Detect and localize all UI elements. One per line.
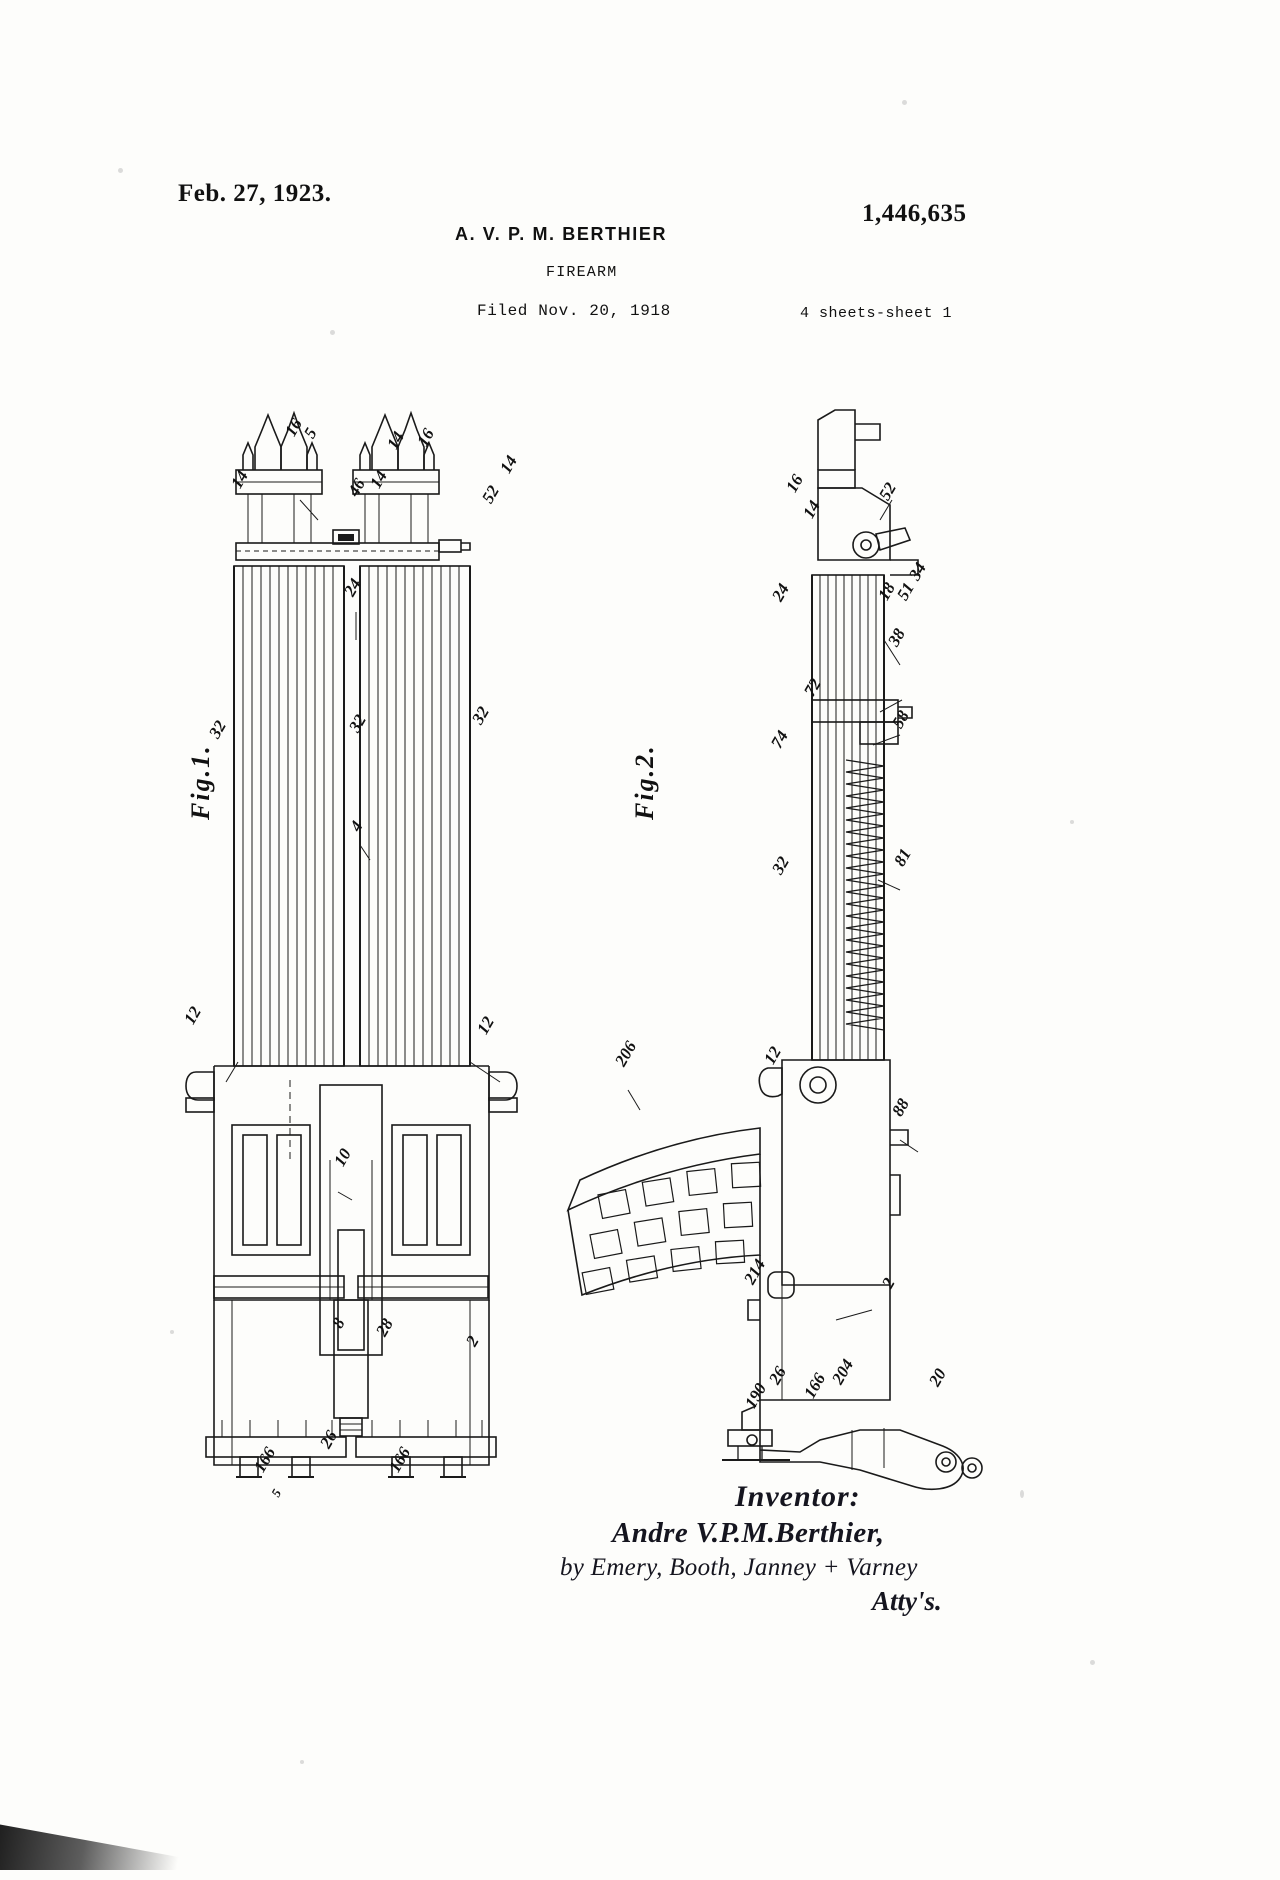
ref-numeral: 26 [316, 1427, 341, 1452]
scan-speck [1090, 1660, 1095, 1665]
patent-title: FIREARM [546, 264, 618, 281]
ref-numeral: 32 [768, 853, 793, 878]
ref-numeral: 34 [905, 559, 930, 584]
scan-speck [170, 1330, 174, 1334]
scan-artifact [0, 1800, 250, 1870]
ref-numeral: 16 [281, 415, 306, 440]
ref-numeral: 32 [205, 717, 230, 742]
ref-numeral: 52 [875, 479, 900, 504]
ref-numeral: 8 [328, 1314, 349, 1332]
ref-numeral: 12 [473, 1013, 498, 1038]
ref-numeral: 2 [462, 1332, 483, 1350]
ref-numeral: 10 [330, 1145, 355, 1170]
patent-date: Feb. 27, 1923. [178, 180, 332, 207]
attorneys-label: Atty's. [872, 1586, 942, 1616]
ref-numeral: 24 [768, 580, 793, 605]
ref-numeral: 14 [227, 467, 252, 492]
scan-speck [330, 330, 335, 335]
ref-numeral: 4 [346, 817, 367, 835]
ref-numeral: 5 [268, 1486, 285, 1500]
ref-numeral: 190 [741, 1379, 771, 1412]
ref-numeral: 204 [828, 1355, 858, 1388]
ref-numeral: 28 [372, 1315, 397, 1340]
scan-speck [1070, 820, 1074, 824]
scan-speck [118, 168, 123, 173]
figure-1-label: Fig.1. [186, 744, 215, 820]
ref-numeral: 16 [782, 471, 807, 496]
ref-numeral: 38 [884, 625, 909, 650]
ref-numeral: 32 [345, 711, 370, 736]
ref-numeral: 5 [300, 424, 321, 442]
ref-numeral: 166 [800, 1369, 830, 1402]
inventor-name-header: A. V. P. M. BERTHIER [455, 224, 668, 244]
ref-numeral: 206 [611, 1037, 641, 1070]
ref-numeral: 72 [800, 675, 825, 700]
ref-numeral: 20 [925, 1365, 950, 1390]
ref-numeral: 166 [385, 1443, 415, 1476]
ref-numeral: 32 [468, 703, 493, 728]
scan-speck [300, 1760, 304, 1764]
ref-numeral: 51 [893, 579, 918, 604]
sheet-count: 4 sheets-sheet 1 [800, 305, 953, 322]
figure-2-label: Fig.2. [630, 744, 659, 820]
ref-numeral: 2 [878, 1274, 899, 1292]
ref-numeral: 214 [740, 1255, 770, 1288]
attorney-firm: by Emery, Booth, Janney + Varney [560, 1554, 918, 1581]
ref-numeral: 14 [366, 467, 391, 492]
scan-speck [902, 100, 907, 105]
ref-numeral: 26 [765, 1363, 790, 1388]
ref-numeral: 14 [799, 497, 824, 522]
filing-date: Filed Nov. 20, 1918 [477, 302, 671, 320]
ref-numeral: 58 [888, 707, 913, 732]
ref-numeral: 12 [180, 1003, 205, 1028]
ref-numeral: 52 [478, 482, 503, 507]
patent-number: 1,446,635 [862, 200, 967, 227]
ref-numeral: 16 [413, 425, 438, 450]
ref-numeral: 12 [760, 1043, 785, 1068]
ref-numeral: 18 [874, 579, 899, 604]
ref-numeral: 46 [344, 475, 369, 500]
inventor-signature-name: Andre V.P.M.Berthier, [612, 1517, 885, 1549]
ref-numeral: 14 [496, 452, 521, 477]
scan-speck [1020, 1490, 1024, 1498]
ref-numeral: 24 [340, 575, 365, 600]
ref-numeral: 88 [888, 1095, 913, 1120]
ref-numeral: 14 [383, 428, 408, 453]
ref-numeral: 74 [767, 727, 792, 752]
ref-numeral: 166 [250, 1443, 280, 1476]
inventor-signature-label: Inventor: [735, 1480, 861, 1513]
ref-numeral: 81 [890, 845, 915, 870]
